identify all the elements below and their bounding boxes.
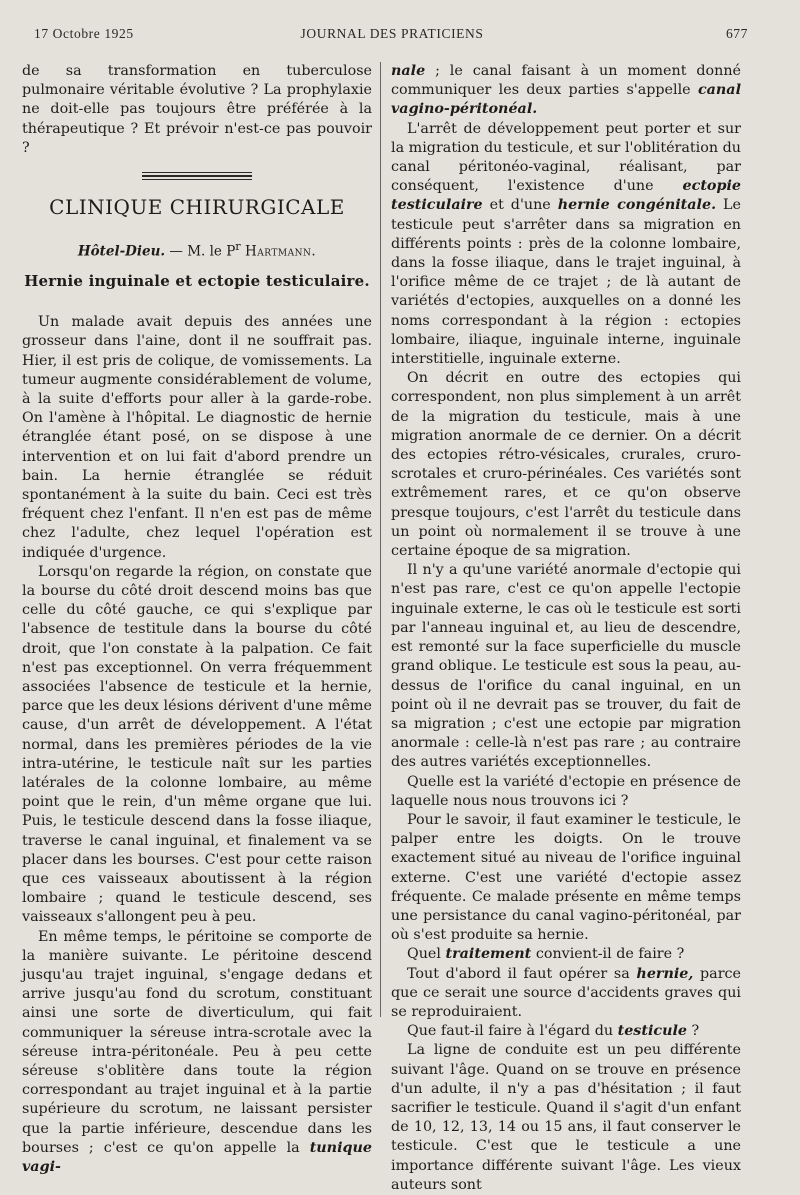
journal-title: JOURNAL DES PRATICIENS: [300, 26, 484, 41]
term-tunique: tunique vagi-: [22, 1139, 372, 1176]
paragraph-r6-a: Quel: [407, 946, 446, 963]
paragraph-r3: Il n'y a qu'une variété anormale d'ectopie qui n'est pas rare, c'est ce qu'on appelle l'ectopie inguinale externe, le cas où le testicule est sorti par l'anneau inguinal et, au lieu de descendre, est remonté sur la face superficielle du muscle grand oblique. Le testicule est sous la peau, au-dessus de l'orifice du canal inguinal, en un point où il ne devrait pas se trouver, du fait de sa migration ; c'est une ectopie par migration anormale : celle-là n'est pas rare ; au contraire des autres variétés exceptionnelles.: [391, 562, 741, 771]
right-column: [391, 62, 741, 1193]
column-divider: [380, 62, 381, 1017]
page-number: 677: [725, 26, 748, 41]
section-title: CLINIQUE CHIRURGICALE: [49, 195, 345, 220]
paragraph-r8-a: Que faut-il faire à l'égard du: [407, 1023, 618, 1040]
running-header: [22, 26, 762, 46]
paragraph-r7-a: Tout d'abord il faut opérer sa: [407, 965, 637, 982]
paragraph-r6: [391, 945, 741, 964]
paragraph-r0-text: ; le canal faisant à un moment donné communiquer les deux parties s'appelle: [391, 63, 741, 99]
term-testicule: testicule: [617, 1023, 688, 1040]
term-hernie-2: hernie,: [636, 965, 694, 982]
paragraph-r1-c: Le testicule peut s'arrêter dans sa migration en différents points : près de la colonne lombaire, dans la fosse iliaque, dans le trajet inguinal, à l'orifice même de ce trajet ; de là autant de variétés d'ectopies, auxquelles on a donné les noms correspondant à la région : ectopies lombaire, iliaque, inguinale interne, inguinale interstitielle, inguinale externe.: [391, 197, 741, 368]
paragraph-r7-b: parce que ce serait une source d'accidents graves qui se reproduiraient.: [391, 965, 741, 1020]
paragraph-r0: [391, 62, 741, 120]
paragraph-r1-a: L'arrêt de développement peut porter et sur la migration du testicule, et sur l'oblitération du canal péritonéo-vaginal, réalisant, par conséquent, l'existence d'une: [391, 120, 741, 195]
article-title: Hernie inguinale et ectopie testiculaire.: [24, 271, 370, 290]
term-ectopie: ectopie testiculaire: [391, 178, 741, 214]
left-column: [22, 62, 372, 1176]
byline-name: Hartmann.: [244, 243, 317, 260]
paragraph-2: Lorsqu'on regarde la région, on constate que la bourse du côté droit descend moins bas que celle du côté gauche, ce qui s'explique par l'absence de testitule dans la bourse du côté droit, que l'on constate à la palpation. Ce fait n'est pas exceptionnel. On verra fréquemment associées l'absence de testicule et la hernie, parce que les deux lésions dérivent d'une même cause, d'un arrêt de développement. A l'état normal, dans les premières périodes de la vie intra-utérine, le testicule naît sur les parties latérales de la colonne lombaire, au même point que le rein, d'un même organe que lui. Puis, le testicule descend dans la fosse iliaque, traverse le canal inguinal, et finalement va se placer dans les bourses. C'est pour cette raison que ces vaisseaux aboutissent à la région lombaire ; quand le testicule descend, ses vaisseaux s'allongent peu à peu.: [22, 563, 372, 926]
byline: [22, 237, 372, 262]
paragraph-r1-b: et d'une: [482, 197, 558, 214]
intro-paragraph: de sa transformation en tuberculose pulmonaire véritable évolutive ? La prophylaxie ne doit-elle pas toujours être préférée à la thérapeutique ? Et prévoir n'est-ce pas pouvoir ?: [22, 63, 372, 156]
section-rule: [142, 172, 252, 180]
term-nale: nale: [391, 63, 426, 79]
paragraph-r9: La ligne de conduite est un peu différente suivant l'âge. Quand on se trouve en présence d'un adulte, il n'y a pas d'hésitation ; il faut sacrifier le testicule. Quand il s'agit d'un enfant de 10, 12, 13, 14 ou 15 ans, il faut conserver le testicule. C'est que le testicule a une importance différente suivant l'âge. Les vieux auteurs sont: [391, 1042, 741, 1193]
term-hernie: hernie congénitale.: [557, 197, 717, 214]
paragraph-r4: Quelle est la variété d'ectopie en présence de laquelle nous nous trouvons ici ?: [391, 773, 741, 809]
paragraph-r8-b: ?: [687, 1023, 700, 1040]
paragraph-3-text: En même temps, le péritoine se comporte de la manière suivante. Le péritoine descend jusqu'au trajet inguinal, s'engage dedans et arrive jusqu'au fond du scrotum, constituant ainsi une sorte de diverticulum, qui fait communiquer la séreuse intra-scrotale avec la séreuse intra-péritonéale. Peu à peu cette séreuse s'oblitère dans toute la région correspondant au trajet inguinal et à la partie supérieure du scrotum, ne laissant persister que la partie inférieure, descendue dans les bourses ; c'est ce qu'on appelle la: [22, 928, 372, 1156]
term-canal: canal vagino-péritonéal.: [391, 82, 741, 118]
byline-sup: r: [235, 240, 241, 254]
byline-sep: — M. le P: [165, 243, 236, 260]
issue-date: 17 Octobre 1925: [34, 26, 134, 41]
paragraph-r5: Pour le savoir, il faut examiner le testicule, le palper entre les doigts. On le trouve exactement situé au niveau de l'orifice inguinal externe. C'est une variété d'ectopie assez fréquente. Ce malade présente en même temps une persistance du canal vagino-péritonéal, par où s'est produite sa hernie.: [391, 811, 741, 944]
paragraph-r2: On décrit en outre des ectopies qui correspondent, non plus simplement à un arrêt de la migration du testicule, mais à une migration anormale de ce dernier. On a décrit des ectopies rétro-vésicales, crurales, cruro-scrotales et cruro-périnéales. Ces variétés sont extrêmement rares, et ce qu'on observe presque toujours, c'est l'arrêt du testicule dans un point où normalement il se trouve à une certaine époque de sa migration.: [391, 370, 741, 560]
byline-place: Hôtel-Dieu.: [77, 243, 166, 260]
paragraph-r1: [391, 120, 741, 370]
paragraph-r6-b: convient-il de faire ?: [531, 946, 685, 963]
term-traitement: traitement: [445, 946, 532, 963]
paragraph-1: Un malade avait depuis des années une grosseur dans l'aine, dont il ne souffrait pas. Hier, il est pris de colique, de vomissements. La tumeur augmente considérablement de volume, à la suite d'efforts pour aller à la garde-robe. On l'amène à l'hôpital. Le diagnostic de hernie étranglée étant posé, on se dispose à une intervention et on lui fait d'abord prendre un bain. La hernie étranglée se réduit spontanément à la suite du bain. Ceci est très fréquent chez l'enfant. Il n'en est pas de même chez l'adulte, chez lequel l'opération est indiquée d'urgence.: [22, 314, 372, 561]
paragraph-3: [22, 928, 372, 1178]
paragraph-r7: [391, 965, 741, 1023]
paragraph-r8: [391, 1022, 741, 1041]
